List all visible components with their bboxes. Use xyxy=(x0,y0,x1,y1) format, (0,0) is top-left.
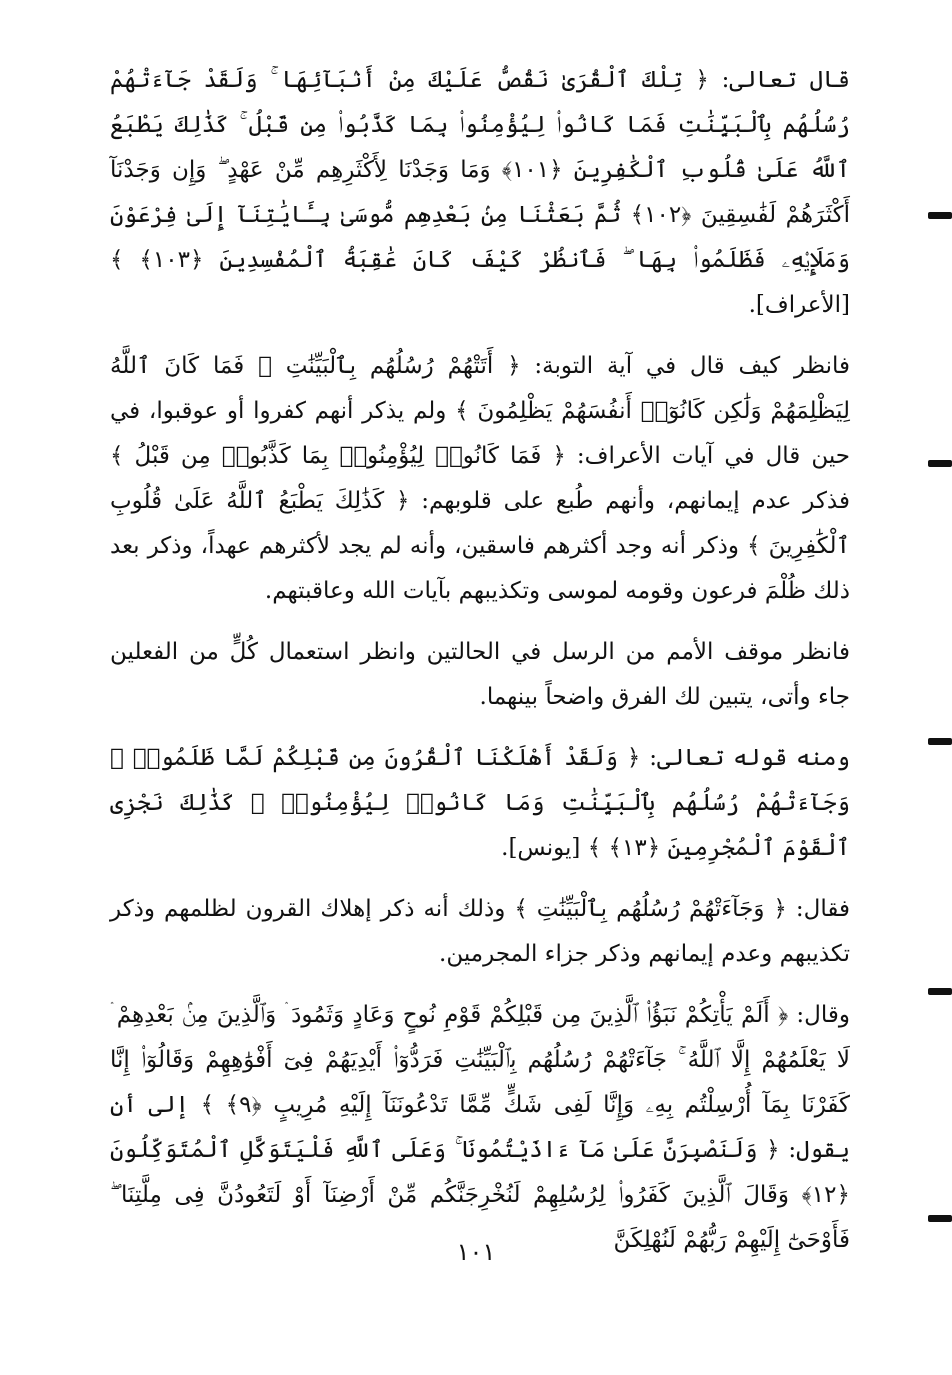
margin-mark xyxy=(928,1215,952,1222)
page-body xyxy=(110,58,850,1279)
paragraph-4: ومنه قوله تعالى: ﴿ وَلَقَدْ أَهْلَكْنَا ٱلْقُرُونَ مِن قَبْلِكُمْ لَمَّا ظَلَمُوا۟ ۙ وَجَآءَتْهُمْ رُسُلُهُم بِٱلْبَيِّنَٰتِ وَمَا كَانُوا۟ لِيُؤْمِنُوا۟ ۚ كَذَٰلِكَ نَجْزِى ٱلْقَوْمَ ٱلْمُجْرِمِينَ ﴿١٣﴾ ﴾ [يونس]. xyxy=(110,745,850,861)
margin-mark xyxy=(928,212,952,219)
paragraph-6: وقال: ﴿ أَلَمْ يَأْتِكُمْ نَبَؤُا۟ ٱلَّذِينَ مِن قَبْلِكُمْ قَوْمِ نُوحٍ وَعَادٍ وَثَمُودَ ۛ وَٱلَّذِينَ مِنۢ بَعْدِهِمْ ۛ لَا يَعْلَمُهُمْ إِلَّا ٱللَّهُ ۚ جَآءَتْهُمْ رُسُلُهُم بِٱلْبَيِّنَٰتِ فَرَدُّوٓا۟ أَيْدِيَهُمْ فِىٓ أَفْوَٰهِهِمْ وَقَالُوٓا۟ إِنَّا كَفَرْنَا بِمَآ أُرْسِلْتُم بِهِۦ وَإِنَّا لَفِى شَكٍّ مِّمَّا تَدْعُونَنَآ إِلَيْهِ مُرِيبٍ ﴿٩﴾ ﴾ إلى أن يقول: ﴿ وَلَنَصْبِرَنَّ عَلَىٰ مَآ ءَاذَيْتُمُونَا ۚ وَعَلَى ٱللَّهِ فَلْيَتَوَكَّلِ ٱلْمُتَوَكِّلُونَ ﴿١٢﴾ وَقَالَ ٱلَّذِينَ كَفَرُوا۟ لِرُسُلِهِمْ لَنُخْرِجَنَّكُم مِّنْ أَرْضِنَآ أَوْ لَتَعُودُنَّ فِى مِلَّتِنَا ۖ فَأَوْحَىٰٓ إِلَيْهِمْ رَبُّهُمْ لَنُهْلِكَنَّ xyxy=(110,1002,850,1253)
margin-mark xyxy=(928,988,952,995)
paragraph-3: فانظر موقف الأمم من الرسل في الحالتين وانظر استعمال كُلٍّ من الفعلين جاء وأتى، يتبين لك الفرق واضحاً بينهما. xyxy=(110,639,850,710)
margin-mark xyxy=(928,460,952,467)
paragraph-2: فانظر كيف قال في آية التوبة: ﴿ أَتَتْهُمْ رُسُلُهُم بِٱلْبَيِّنَٰتِ ۖ فَمَا كَانَ ٱللَّهُ لِيَظْلِمَهُمْ وَلَٰكِن كَانُوٓا۟ أَنفُسَهُمْ يَظْلِمُونَ ﴾ ولم يذكر أنهم كفروا أو عوقبوا، في حين قال في آيات الأعراف: ﴿ فَمَا كَانُوا۟ لِيُؤْمِنُوا۟ بِمَا كَذَّبُوا۟ مِن قَبْلُ ﴾ فذكر عدم إيمانهم، وأنهم طُبع على قلوبهم: ﴿ كَذَٰلِكَ يَطْبَعُ ٱللَّهُ عَلَىٰ قُلُوبِ ٱلْكَٰفِرِينَ ﴾ وذكر أنه وجد أكثرهم فاسقين، وأنه لم يجد لأكثرهم عهداً، وذكر بعد ذلك ظُلْمَ فرعون وقومه لموسى وتكذيبهم بآيات الله وعاقبتهم. xyxy=(110,353,850,604)
margin-mark xyxy=(928,738,952,745)
paragraph-5: فقال: ﴿ وَجَآءَتْهُمْ رُسُلُهُم بِٱلْبَيِّنَٰتِ ﴾ وذلك أنه ذكر إهلاك القرون لظلمهم وذكر تكذيبهم وعدم إيمانهم وذكر جزاء المجرمين. xyxy=(110,896,850,967)
paragraph-1: قال تعالى: ﴿ تِلْكَ ٱلْقُرَىٰ نَقُصُّ عَلَيْكَ مِنْ أَنۢبَآئِهَا ۚ وَلَقَدْ جَآءَتْهُمْ رُسُلُهُم بِٱلْبَيِّنَٰتِ فَمَا كَانُوا۟ لِيُؤْمِنُوا۟ بِمَا كَذَّبُوا۟ مِن قَبْلُ ۚ كَذَٰلِكَ يَطْبَعُ ٱللَّهُ عَلَىٰ قُلُوبِ ٱلْكَٰفِرِينَ ﴿١٠١﴾ وَمَا وَجَدْنَا لِأَكْثَرِهِم مِّنْ عَهْدٍ ۖ وَإِن وَجَدْنَآ أَكْثَرَهُمْ لَفَٰسِقِينَ ﴿١٠٢﴾ ثُمَّ بَعَثْنَا مِنۢ بَعْدِهِم مُّوسَىٰ بِـَٔايَٰتِنَآ إِلَىٰ فِرْعَوْنَ وَمَلَإِي۟هِۦ فَظَلَمُوا۟ بِهَا ۖ فَٱنظُرْ كَيْفَ كَانَ عَٰقِبَةُ ٱلْمُفْسِدِينَ ﴿١٠٣﴾ ﴾ [الأعراف]. xyxy=(110,67,851,318)
page-number: ١٠١ xyxy=(456,1238,496,1266)
